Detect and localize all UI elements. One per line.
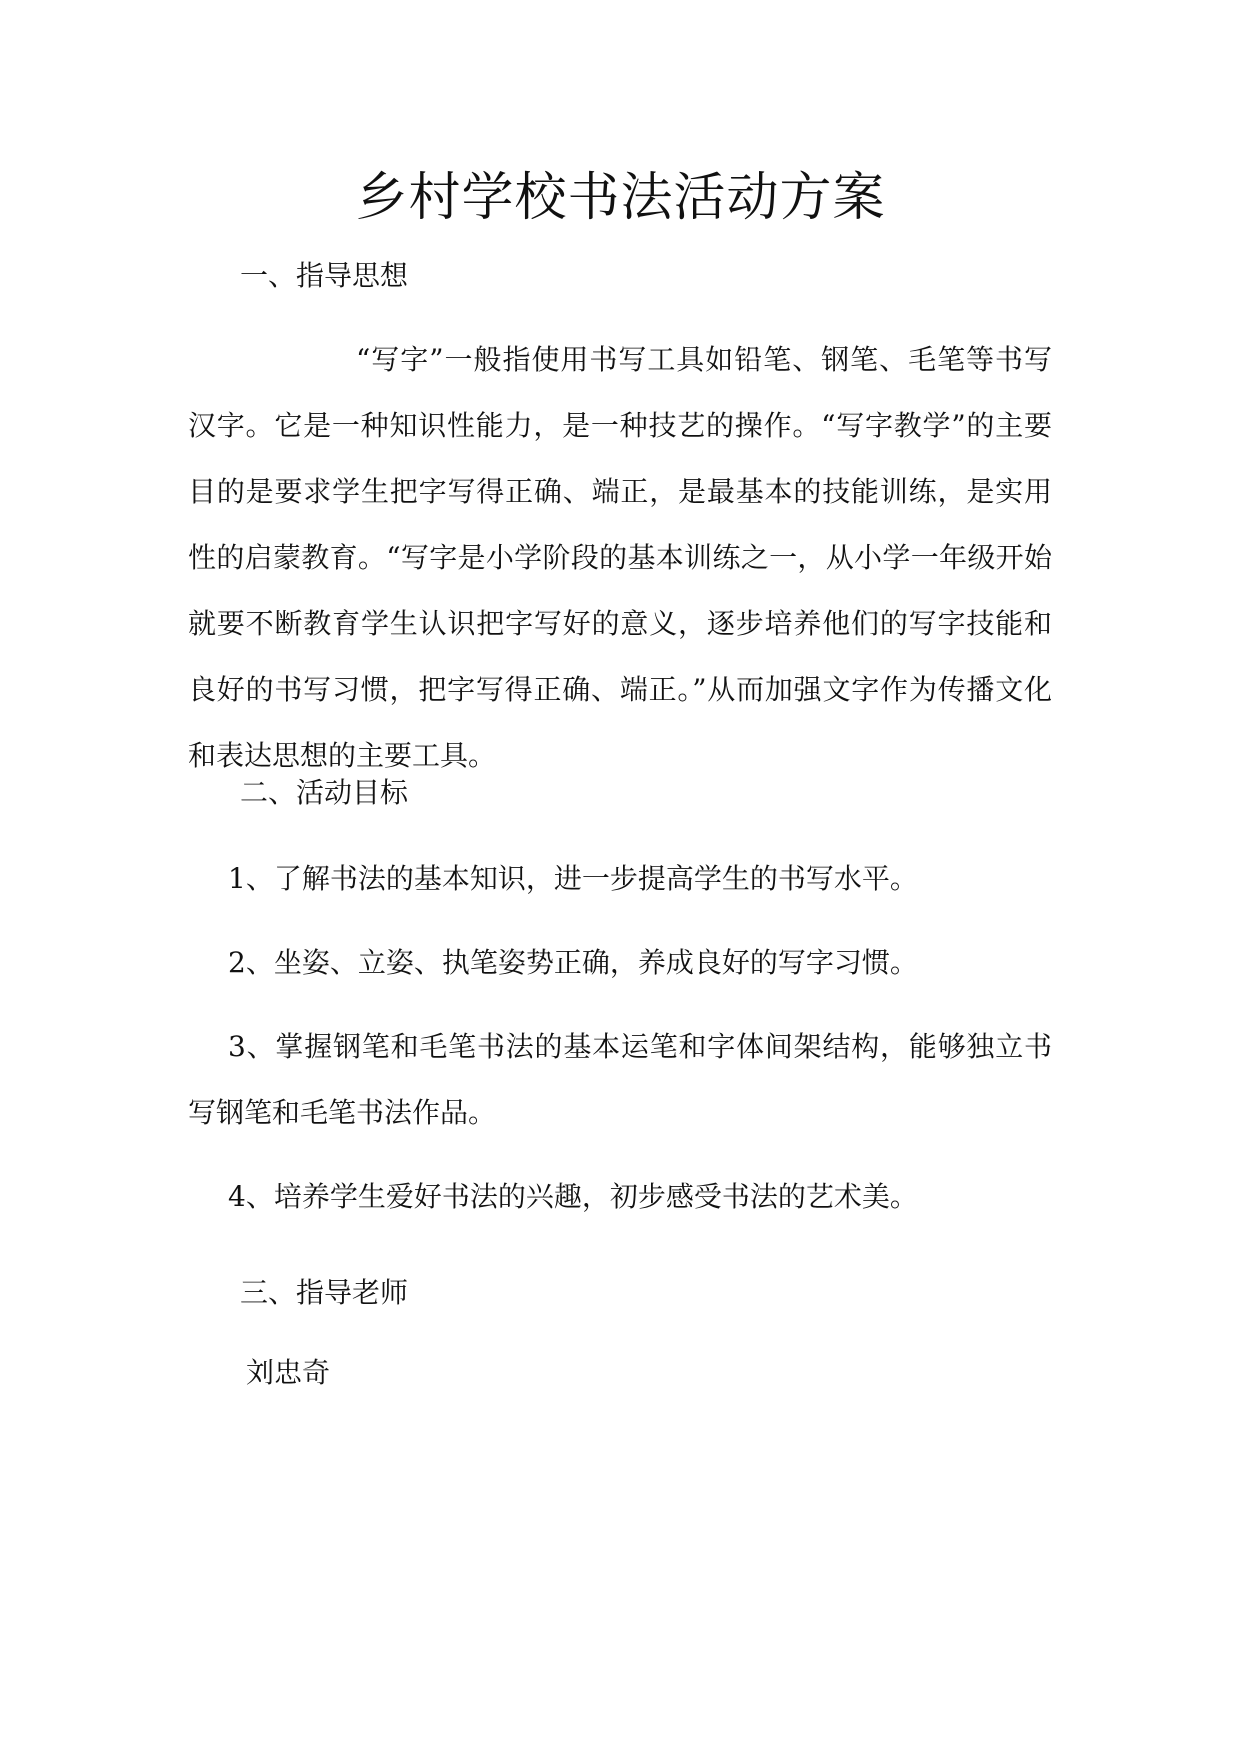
section-heading-guiding-ideology: 一、指导思想	[240, 259, 409, 292]
goal-item-2: 2、坐姿、立姿、执笔姿势正确，养成良好的写字习惯。	[228, 946, 918, 979]
guiding-ideology-paragraph: “写字”一般指使用书写工具如铅笔、钢笔、毛笔等书写汉字。它是一种知识性能力，是一种技艺的操作。“写字教学”的主要目的是要求学生把字写得正确、端正，是最基本的技能训练，是实用性的启蒙教育。“写字是小学阶段的基本训练之一，从小学一年级开始就要不断教育学生认识把字写好的意义，逐步培养他们的写字技能和良好的书写习惯，把字写得正确、端正。”从而加强文字作为传播文化和表达思想的主要工具。	[188, 343, 1052, 772]
goal-item-3: 3、掌握钢笔和毛笔书法的基本运笔和字体间架结构，能够独立书写钢笔和毛笔书法作品。	[188, 1030, 1052, 1129]
section-heading-instructor: 三、指导老师	[240, 1276, 409, 1309]
instructor-name: 刘忠奇	[246, 1356, 331, 1389]
document-title: 乡村学校书法活动方案	[355, 168, 886, 228]
section-heading-activity-goals: 二、活动目标	[240, 776, 409, 809]
goal-item-4: 4、培养学生爱好书法的兴趣，初步感受书法的艺术美。	[228, 1180, 918, 1213]
goal-item-1: 1、了解书法的基本知识，进一步提高学生的书写水平。	[228, 862, 918, 895]
